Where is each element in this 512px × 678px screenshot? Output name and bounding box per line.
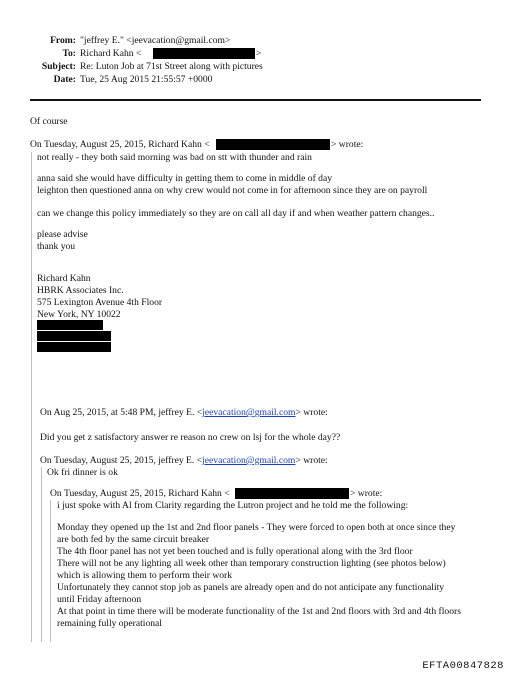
to-name: Richard Kahn < [80, 48, 142, 59]
redaction-signature-3 [37, 342, 111, 352]
quote-2-text: Did you get z satisfactory answer re reason no crew on lsj for the whole day?? [40, 432, 341, 443]
quote-1-wrote: > wrote: [331, 139, 364, 150]
quote-1-line: not really - they both said morning was bad on stt with thunder and rain [37, 152, 312, 163]
quote-3-text: Ok fri dinner is ok [47, 467, 118, 478]
redaction-quote-4 [235, 488, 349, 499]
quote-3-wrote: > wrote: [295, 455, 328, 466]
date-label: Date: [53, 74, 76, 85]
quote-4-intro: On Tuesday, August 25, 2015, Richard Kahn < [50, 488, 230, 499]
email-link[interactable]: jeevacation@gmail.com [202, 407, 296, 418]
email-link[interactable]: jeevacation@gmail.com [202, 455, 296, 466]
signature-line: HBRK Associates Inc. [37, 285, 124, 296]
from-label: From: [50, 35, 76, 46]
redaction-to [153, 48, 255, 59]
subject-value: Re: Luton Job at 71st Street along with pictures [80, 61, 263, 72]
quote-4-line: remaining fully operational [57, 618, 162, 629]
quote-4-line: are both fed by the same circuit breaker [57, 534, 210, 545]
quote-1-line: please advise [37, 229, 88, 240]
to-close: > [256, 48, 262, 59]
to-label: To: [62, 48, 76, 59]
signature-line: Richard Kahn [37, 273, 91, 284]
quote-4-line: At that point in time there will be moderate functionality of the 1st and 2nd floors with 3rd and 4th floors [57, 606, 461, 617]
quote-1-line: leighton then questioned anna on why crew would not come in for afternoon since they are on payroll [37, 185, 428, 196]
subject-label: Subject: [41, 61, 76, 72]
quote-4-line: i just spoke with Al from Clarity regarding the Lutron project and he told me the following: [57, 500, 409, 511]
quote-1-line: can we change this policy immediately so they are on call all day if and when weather pattern changes.. [37, 208, 435, 219]
quote-bar-3 [50, 500, 51, 642]
quote-1-intro: On Tuesday, August 25, 2015, Richard Kahn < [30, 139, 210, 150]
quote-4-line: There will not be any lighting all week other than temporary construction lighting (see photos below) [57, 558, 446, 569]
header-divider [30, 99, 481, 101]
quote-3-intro [40, 455, 328, 467]
quote-4-line: until Friday afternoon [57, 594, 142, 605]
quote-4-line: Unfortunately they cannot stop job as panels are already open and do not anticipate any functionality [57, 582, 445, 593]
signature-line: New York, NY 10022 [37, 309, 121, 320]
quote-1-line: anna said she would have difficulty in getting them to come in middle of day [37, 173, 333, 184]
quote-2-wrote: > wrote: [295, 407, 328, 418]
date-value: Tue, 25 Aug 2015 21:55:57 +0000 [80, 74, 213, 85]
quote-4-wrote: > wrote: [350, 488, 383, 499]
from-value: "jeffrey E." <jeevacation@gmail.com> [80, 35, 231, 46]
quote-2-intro-text: On Aug 25, 2015, at 5:48 PM, jeffrey E. < [40, 407, 203, 418]
redaction-signature-1 [37, 320, 103, 330]
signature-line: 575 Lexington Avenue 4th Floor [37, 297, 163, 308]
quote-bar-2 [41, 467, 42, 642]
quote-3-intro-text: On Tuesday, August 25, 2015, jeffrey E. < [40, 455, 203, 466]
reply-text: Of course [30, 116, 68, 127]
quote-1-line: thank you [37, 241, 76, 252]
quote-2-intro [40, 407, 328, 419]
redaction-signature-2 [37, 331, 111, 341]
quote-4-line: which is allowing them to perform their work [57, 570, 233, 581]
quote-4-line: Monday they opened up the 1st and 2nd floor panels - They were forced to open both at once since they [57, 522, 456, 533]
redaction-quote-1 [216, 139, 330, 150]
quote-4-line: The 4th floor panel has not yet been touched and is fully operational along with the 3rd floor [57, 546, 413, 557]
to-value [80, 48, 141, 60]
document-id: EFTA00847828 [422, 660, 504, 672]
quote-bar-1 [31, 152, 32, 642]
